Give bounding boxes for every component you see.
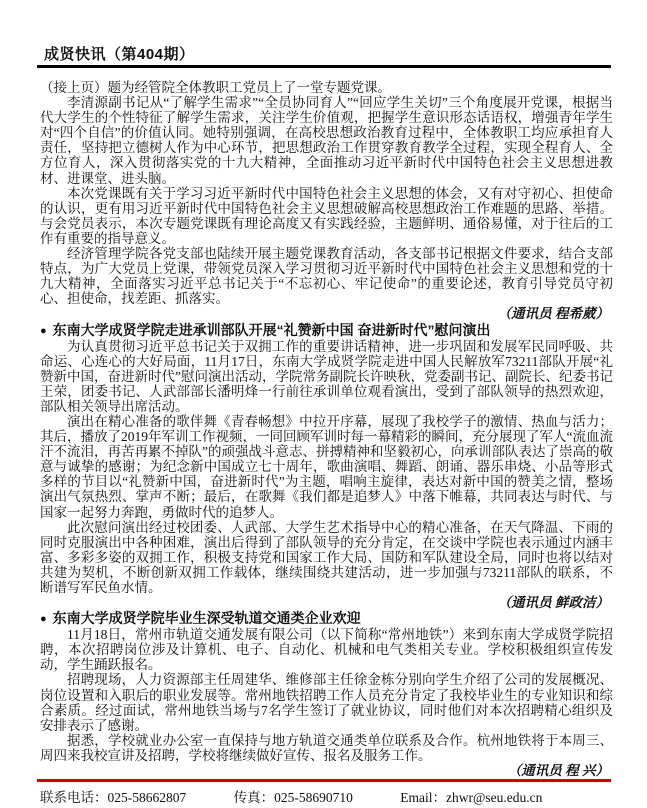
paragraph: 本次党课既有关于学习习近平新时代中国特色社会主义思想的体会，又有对守初心、担使命的认识，更有用习近平新时代中国特色社会主义思想破解高校思想政治工作难题的思路、举措。与会党员表示，本次专题党课既有理论高度又有实践经验，主题鲜明、通俗易懂，对于往后的工作有重要的指导意义。 [40, 185, 613, 246]
contact-phone [40, 786, 186, 806]
byline: （通讯员 程 兴） [507, 763, 609, 779]
contact-fax-label: 传真： [233, 790, 275, 805]
newsletter-body [40, 80, 613, 778]
paragraph: （接上页）题为经管院全体教职工党员上了一堂专题党课。 [40, 80, 391, 95]
contact-email-label: Email： [400, 790, 446, 805]
byline: （通讯员 程希葳） [497, 306, 609, 322]
article-heading [40, 322, 613, 339]
bullet-icon: ● [40, 613, 47, 626]
paragraph: 此次慰问演出经过校团委、人武部、大学生艺术指导中心的精心准备，在天气降温、下雨的同时克服演出中各种困难，演出后得到了部队领导的充分肯定，在交谈中学院也表示通过内涵丰富、多彩多姿的双拥工作，积极支持党和国家工作大局、国防和军队建设全局，同时也将以结对共建为契机，不断创新双拥工作载体，继续围绕共建活动，进一步加强与73211部队的联系，不断谱写军民鱼水情。 [40, 519, 613, 595]
newsletter-masthead-title: 成贤快讯（第404期） [44, 46, 195, 63]
contact-footer [40, 786, 613, 806]
contact-email [400, 786, 542, 806]
paragraph: 招聘现场，人力资源部主任周建华、维修部主任徐金栋分别向学生介绍了公司的发展概况、岗位设置和入职后的职业发展等。常州地铁招聘工作人员充分肯定了我校毕业生的专业知识和综合素质。经过面试，常州地铁当场与7名学生签订了就业协议，同时他们对本次招聘精心组织及安排表示了感谢。 [40, 672, 613, 733]
paragraph: 11月18日，常州市轨道交通发展有限公司（以下简称“常州地铁”）来到东南大学成贤学院招聘，本次招聘岗位涉及计算机、电子、自动化、机械和电气类相关专业。学校积极组织宣传发动，学生踊跃报名。 [40, 627, 613, 673]
article-title: 东南大学成贤学院走进承训部队开展“礼赞新中国 奋进新时代”慰问演出 [52, 321, 491, 338]
footer-divider [37, 779, 611, 782]
contact-fax-value: 025-58690710 [274, 790, 353, 805]
article-heading [40, 610, 613, 627]
paragraph: 演出在精心准备的歌伴舞《青春畅想》中拉开序幕，展现了我校学子的激情、热血与活力；其后，播放了2019年军训工作视频，一同回顾军训时每一幕精彩的瞬间，充分展现了军人“流血流汗不流泪，再苦再累不掉队”的顽强战斗意志、拼搏精神和坚毅初心，向承训部队表达了崇高的敬意与诚挚的感谢；为纪念新中国成立七十周年，歌曲演唱、舞蹈、朗诵、器乐串烧、小品等形式多样的节目以“礼赞新中国，奋进新时代”为主题，唱响主旋律，表达对新中国的赞美之情，整场演出气氛热烈、掌声不断；最后，在歌舞《我们都是追梦人》中落下帷幕，共同表达与时代、与国家一起努力奔跑，勇做时代的追梦人。 [40, 413, 613, 520]
bullet-icon: ● [40, 324, 47, 337]
paragraph: 据悉，学校就业办公室一直保持与地方轨道交通类单位联系及合作。杭州地铁将于本周三、周四来我校宣讲及招聘，学校将继续做好宣传、报名及服务工作。 [40, 732, 613, 763]
paragraph: 经济管理学院各党支部也陆续开展主题党课教育活动，各支部书记根据文件要求，结合支部特点，为广大党员上党课，带领党员深入学习贯彻习近平新时代中国特色社会主义思想和党的十九大精神，全面落实习近平总书记关于“不忘初心、牢记使命”的重要论述，教育引导党员守初心、担使命，找差距、抓落实。 [40, 246, 613, 307]
header-divider [37, 65, 611, 68]
contact-fax [234, 786, 353, 806]
byline: （通讯员 鲜政洁） [497, 595, 609, 611]
article-title: 东南大学成贤学院毕业生深受轨道交通类企业欢迎 [52, 610, 361, 627]
contact-phone-label: 联系电话： [40, 790, 108, 805]
contact-email-value: zhwr@seu.edu.cn [446, 790, 543, 805]
contact-phone-value: 025-58662807 [107, 790, 187, 805]
paragraph: 为认真贯彻习近平总书记关于双拥工作的重要讲话精神，进一步巩固和发展军民同呼吸、共命运、心连心的大好局面，11月17日，东南大学成贤学院走进中国人民解放军73211部队开展“礼赞新中国，奋进新时代”慰问演出活动，学院常务副院长许映秋，党委副书记、副院长、纪委书记王荣，团委书记、人武部部长潘明烽一行前往承训单位观看演出，受到了部队领导的热烈欢迎，部队相关领导出席活动。 [40, 338, 613, 414]
paragraph: 李清源副书记从“了解学生需求”“全员协同育人”“回应学生关切”三个角度展开党课，根据当代大学生的个性特征了解学生需求，关注学生价值观，把握学生意识形态话语权，增强青年学生对“四个自信”的价值认同。她特别强调，在高校思想政治教育过程中，全体教职工均应承担育人责任，坚持把立德树人作为中心环节，把思想政治工作贯穿教育教学全过程，实现全程育人、全方位育人，深入贯彻落实党的十九大精神，全面推动习近平新时代中国特色社会主义思想进教材、进课堂、进头脑。 [40, 95, 613, 186]
